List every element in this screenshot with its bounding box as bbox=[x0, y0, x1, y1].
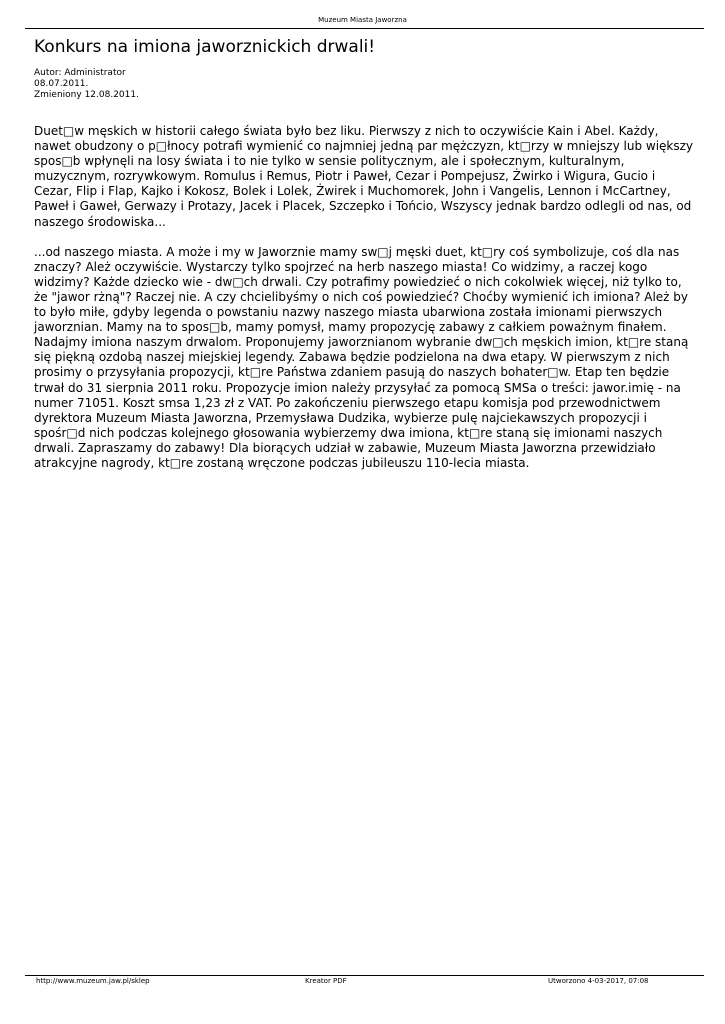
header-divider bbox=[25, 28, 704, 29]
footer-created-date: Utworzono 4-03-2017, 07:08 bbox=[548, 977, 649, 985]
article-meta bbox=[34, 68, 139, 101]
article-body bbox=[34, 124, 694, 471]
footer-url-link[interactable]: http://www.muzeum.jaw.pl/sklep bbox=[36, 977, 150, 985]
author-line: Autor: Administrator bbox=[34, 68, 126, 78]
modified-date: Zmieniony 12.08.2011. bbox=[34, 90, 139, 100]
page-title: Konkurs na imiona jaworznickich drwali! bbox=[34, 37, 376, 57]
site-header: Muzeum Miasta Jaworzna bbox=[318, 16, 407, 24]
article-paragraph-2: ...od naszego miasta. A może i my w Jaworznie mamy sw□j męski duet, kt□ry coś symbolizuje, coś dla nas znaczy? Ależ oczywiście. Wystarczy tylko spojrzeć na herb naszego miasta! Co widzimy, a raczej kogo widzimy? Każde dziecko wie - dw□ch drwali. Czy potrafimy powiedzieć o nich cokolwiek więcej, niż tylko to, że "jawor rżną"? Raczej nie. A czy chcielibyśmy o nich coś powiedzieć? Choćby wymienić ich imiona? Ależ by to było miłe, gdyby legenda o powstaniu nazwy naszego miasta ubarwiona została imionami pierwszych jaworznian. Mamy na to spos□b, mamy pomysł, mamy propozycję zabawy z całkiem poważnym finałem. Nadajmy imiona naszym drwalom. Proponujemy jaworznianom wybranie dw□ch męskich imion, kt□re staną się piękną ozdobą naszej miejskiej legendy. Zabawa będzie podzielona na dwa etapy. W pierwszym z nich prosimy o przysyłania propozycji, kt□re Państwa zdaniem pasują do naszych bohater□w. Etap ten będzie trwał do 31 sierpnia 2011 roku. Propozycje imion należy przysyłać za pomocą SMSa o treści: jawor.imię - na numer 71051. Koszt smsa 1,23 zł z VAT. Po zakończeniu pierwszego etapu komisja pod przewodnictwem dyrektora Muzeum Miasta Jaworzna, Przemysława Dudzika, wybierze pulę najciekawszych propozycji i spośr□d nich podczas kolejnego głosowania wybierzemy dwa imiona, kt□re staną się imionami naszych drwali. Zapraszamy do zabawy! Dla biorących udział w zabawie, Muzeum Miasta Jaworzna przewidziało atrakcyjne nagrody, kt□re zostaną wręczone podczas jubileuszu 110-lecia miasta. bbox=[34, 244, 689, 470]
footer-divider bbox=[25, 975, 704, 976]
article-paragraph-1: Duet□w męskich w historii całego świata było bez liku. Pierwszy z nich to oczywiście Kain i Abel. Każdy, nawet obudzony o p□łnocy potrafi wymienić co najmniej jedną par mężczyzn, kt□rzy w mniejszy lub większy spos□b wpłynęli na losy świata i to nie tylko w sensie politycznym, ale i społecznym, kulturalnym, muzycznym, rozrywkowym. Romulus i Remus, Piotr i Paweł, Cezar i Pompejusz, Żwirko i Wigura, Gucio i Cezar, Flip i Flap, Kajko i Kokosz, Bolek i Lolek, Żwirek i Muchomorek, John i Vangelis, Lennon i McCartney, Paweł i Gaweł, Gerwazy i Protazy, Jacek i Placek, Szczepko i Tońcio, Wszyscy jednak bardzo odlegli od nas, od naszego środowiska... bbox=[34, 124, 694, 229]
page-footer bbox=[0, 977, 725, 986]
published-date: 08.07.2011. bbox=[34, 79, 89, 89]
footer-generator: Kreator PDF bbox=[305, 977, 347, 985]
